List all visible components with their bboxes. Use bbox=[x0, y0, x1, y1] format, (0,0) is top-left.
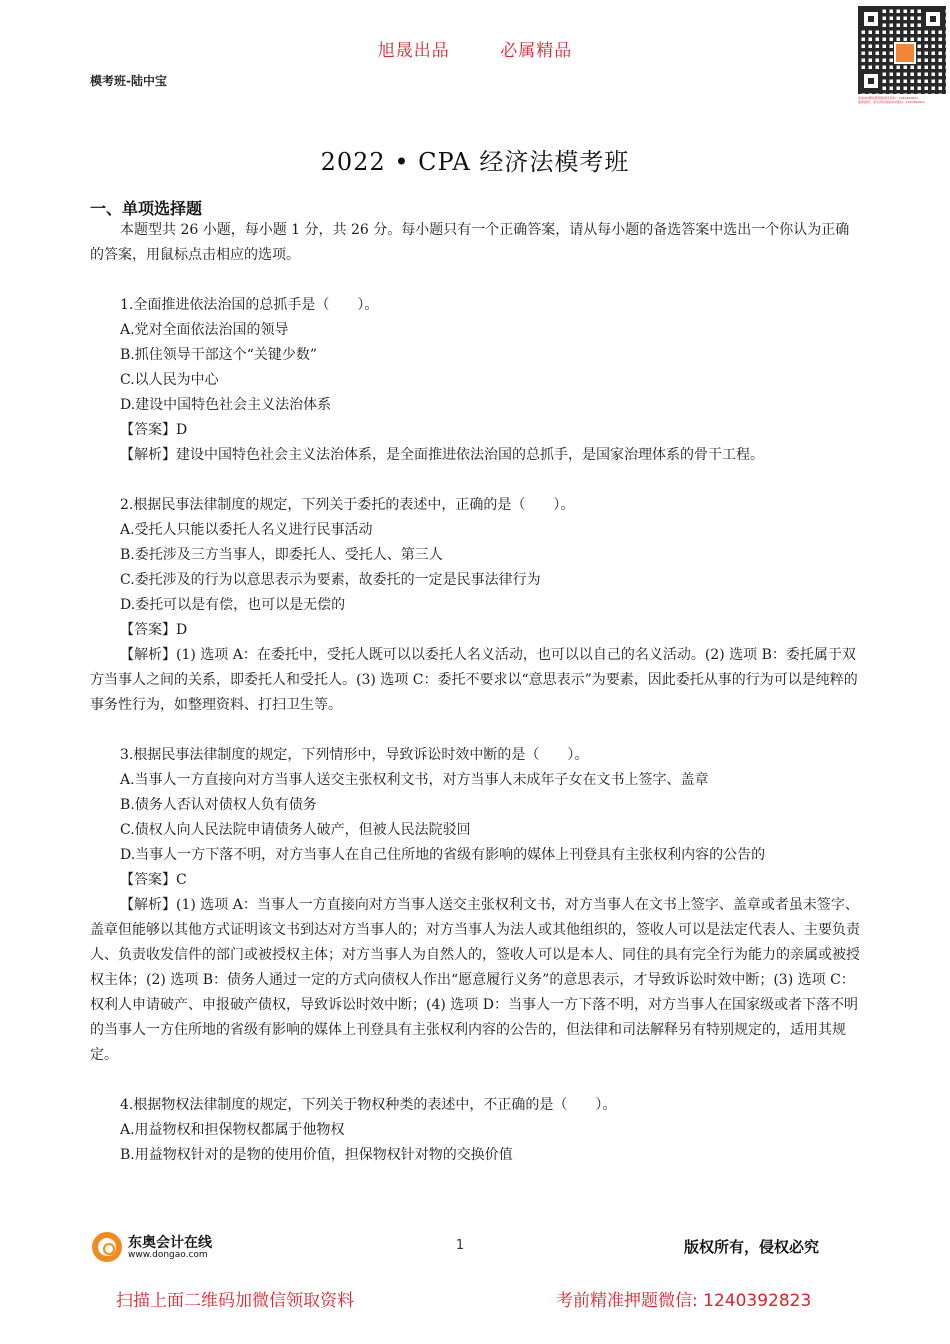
question-stem: 3.根据民事法律制度的规定，下列情形中，导致诉讼时效中断的是（ ）。 bbox=[120, 747, 589, 763]
option: D.当事人一方下落不明，对方当事人在自己住所地的省级有影响的媒体上刊登具有主张权利内容的公告的 bbox=[120, 847, 766, 863]
option: B.抓住领导干部这个“关键少数” bbox=[120, 347, 318, 363]
document-body bbox=[90, 218, 860, 1168]
footer-promo-left: 扫描上面二维码加微信领取资料 bbox=[116, 1291, 354, 1311]
class-label: 模考班-陆中宝 bbox=[90, 74, 167, 88]
option: D.委托可以是有偿，也可以是无偿的 bbox=[120, 597, 346, 613]
option: C.委托涉及的行为以意思表示为要素，故委托的一定是民事法律行为 bbox=[120, 572, 541, 588]
section-title: 一、单项选择题 bbox=[90, 199, 203, 218]
slogan-left: 旭晟出品 bbox=[377, 41, 450, 61]
analysis: 【解析】建设中国特色社会主义法治体系，是全面推进依法治国的总抓手，是国家治理体系的骨干工程。 bbox=[120, 447, 764, 463]
qr-code-block bbox=[858, 6, 948, 110]
option: D.建设中国特色社会主义法治体系 bbox=[120, 397, 332, 413]
logo-name: 东奥会计在线 bbox=[128, 1235, 212, 1251]
header-slogan bbox=[0, 36, 950, 61]
option: C.债权人向人民法院申请债务人破产，但被人民法院驳回 bbox=[120, 822, 471, 838]
answer: 【答案】C bbox=[120, 872, 187, 888]
option: C.以人民为中心 bbox=[120, 372, 219, 388]
question-stem: 4.根据物权法律制度的规定，下列关于物权种类的表述中，不正确的是（ ）。 bbox=[120, 1097, 617, 1113]
option: B.债务人否认对债权人负有债务 bbox=[120, 797, 317, 813]
analysis: 【解析】(1) 选项 A：在委托中，受托人既可以以委托人名义活动，也可以以自己的名义活动。(2) 选项 B：委托属于双方当事人之间的关系，即委托人和受托人。(3) 选项 C：委托不要求以“意思表示”为要素，因此委托从事的行为可以是纯粹的事务性行为，如整理资料、打扫卫生等。 bbox=[90, 647, 858, 713]
footer-promo-right: 考前精准押题微信: 1240392823 bbox=[556, 1291, 812, 1311]
option: A.用益物权和担保物权都属于他物权 bbox=[120, 1122, 345, 1138]
question-stem: 1.全面推进依法治国的总抓手是（ ）。 bbox=[120, 297, 379, 313]
logo-icon bbox=[92, 1232, 122, 1262]
answer: 【答案】D bbox=[120, 622, 188, 638]
option: A.当事人一方直接向对方当事人送交主张权利文书，对方当事人未成年子女在文书上签字、盖章 bbox=[120, 772, 709, 788]
document-title: 2022 • CPA 经济法模考班 bbox=[320, 148, 630, 176]
analysis: 【解析】(1) 选项 A：当事人一方直接向对方当事人送交主张权利文书，对方当事人在文书上签字、盖章或者虽未签字、盖章但能够以其他方式证明该文书到达对方当事人的；对方当事人为法人或其他组织的，签收人可以是法定代表人、主要负责人、负责收发信件的部门或被授权主体；对方当事人为自然人的，签收人可以是本人、同住的具有完全行为能力的亲属或被授权主体；(2) 选项 B：债务人通过一定的方式向债权人作出“愿意履行义务”的意思表示，才导致诉讼时效中断；(3) 选项 C：权利人申请破产、申报破产债权，导致诉讼时效中断；(4) 选项 D：当事人一方下落不明，对方当事人在国家级或者下落不明的当事人一方住所地的省级有影响的媒体上刊登具有主张权利内容的公告的，但法律和司法解释另有特别规定的，适用其规定。 bbox=[90, 897, 860, 1063]
option: B.用益物权针对的是物的使用价值，担保物权针对物的交换价值 bbox=[120, 1147, 513, 1163]
answer: 【答案】D bbox=[120, 422, 188, 438]
option: A.受托人只能以委托人名义进行民事活动 bbox=[120, 522, 373, 538]
qr-code-icon bbox=[858, 6, 946, 94]
slogan-right: 必属精品 bbox=[500, 41, 573, 61]
logo-url: www.dongao.com bbox=[128, 1250, 208, 1260]
instructions: 本题型共 26 小题，每小题 1 分，共 26 分。每小题只有一个正确答案，请从每小题的备选答案中选出一个你认为正确的答案，用鼠标点击相应的选项。 bbox=[90, 222, 850, 263]
page-number: 1 bbox=[455, 1238, 465, 1253]
option: B.委托涉及三方当事人，即委托人、受托人、第三人 bbox=[120, 547, 443, 563]
copyright-notice: 版权所有，侵权必究 bbox=[684, 1238, 820, 1256]
question-stem: 2.根据民事法律制度的规定，下列关于委托的表述中，正确的是（ ）。 bbox=[120, 497, 575, 513]
qr-caption: 添加QQ群免费领取更多资料：1240392823 更新最快，更多资料请加QQ/微信：1240392823 bbox=[858, 96, 925, 104]
option: A.党对全面依法治国的领导 bbox=[120, 322, 289, 338]
dongao-logo bbox=[92, 1232, 232, 1266]
